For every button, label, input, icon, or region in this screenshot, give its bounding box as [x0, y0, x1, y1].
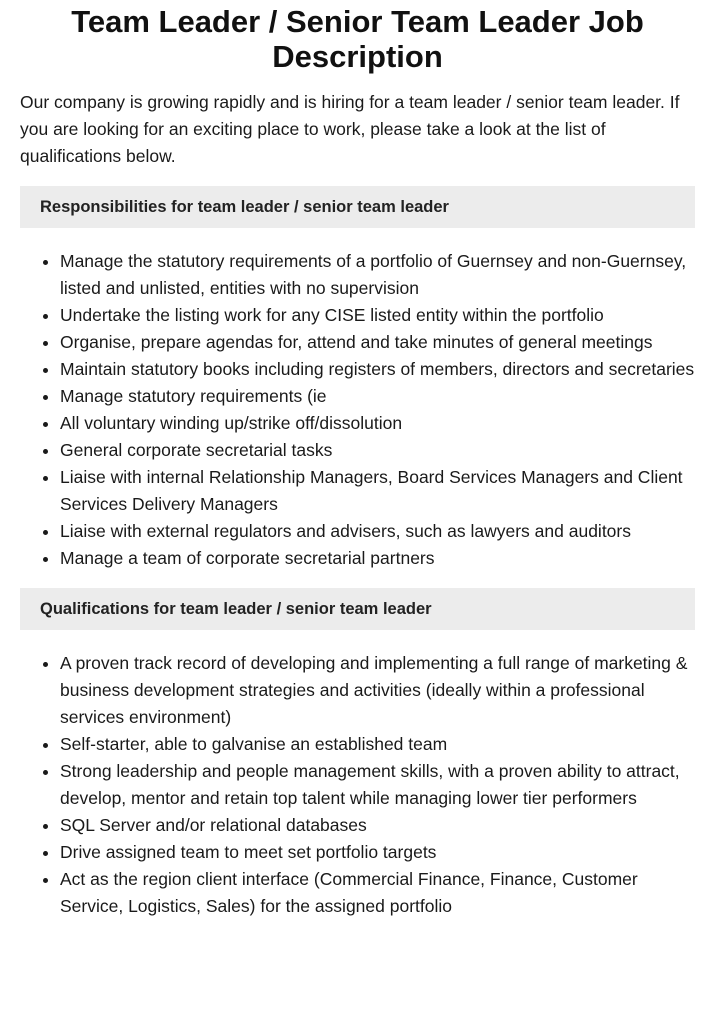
list-item: • Manage the statutory requirements of a portfolio of Guernsey and non-Guernsey, listed and unlisted, entities with no supervision: [60, 248, 695, 302]
list-item: • SQL Server and/or relational databases: [60, 812, 695, 839]
list-item: • General corporate secretarial tasks: [60, 437, 695, 464]
list-item: • Liaise with internal Relationship Managers, Board Services Managers and Client Services Delivery Managers: [60, 464, 695, 518]
list-item: • Undertake the listing work for any CISE listed entity within the portfolio: [60, 302, 695, 329]
responsibilities-heading: Responsibilities for team leader / senior team leader: [20, 186, 695, 228]
list-item: • Strong leadership and people management skills, with a proven ability to attract, develop, mentor and retain top talent while managing lower tier performers: [60, 758, 695, 812]
list-item: • A proven track record of developing and implementing a full range of marketing & business development strategies and activities (ideally within a professional services environment): [60, 650, 695, 731]
list-item: • Manage statutory requirements (ie: [60, 383, 695, 410]
job-description: [0, 4, 720, 920]
list-item: • Manage a team of corporate secretarial partners: [60, 545, 695, 572]
list-item: • Drive assigned team to meet set portfolio targets: [60, 839, 695, 866]
list-item: • Self-starter, able to galvanise an established team: [60, 731, 695, 758]
list-item: • All voluntary winding up/strike off/dissolution: [60, 410, 695, 437]
list-item: • Maintain statutory books including registers of members, directors and secretaries: [60, 356, 695, 383]
qualifications-heading: Qualifications for team leader / senior team leader: [20, 588, 695, 630]
list-item: • Liaise with external regulators and advisers, such as lawyers and auditors: [60, 518, 695, 545]
list-item: • Organise, prepare agendas for, attend and take minutes of general meetings: [60, 329, 695, 356]
page-title: Team Leader / Senior Team Leader Job Description: [71, 4, 644, 74]
intro-text: Our company is growing rapidly and is hiring for a team leader / senior team leader. If you are looking for an exciting place to work, please take a look at the list of qualifications below.: [20, 92, 680, 166]
responsibilities-list: [20, 248, 695, 572]
qualifications-list: [20, 650, 695, 920]
list-item: • Act as the region client interface (Commercial Finance, Finance, Customer Service, Logistics, Sales) for the assigned portfolio: [60, 866, 695, 920]
